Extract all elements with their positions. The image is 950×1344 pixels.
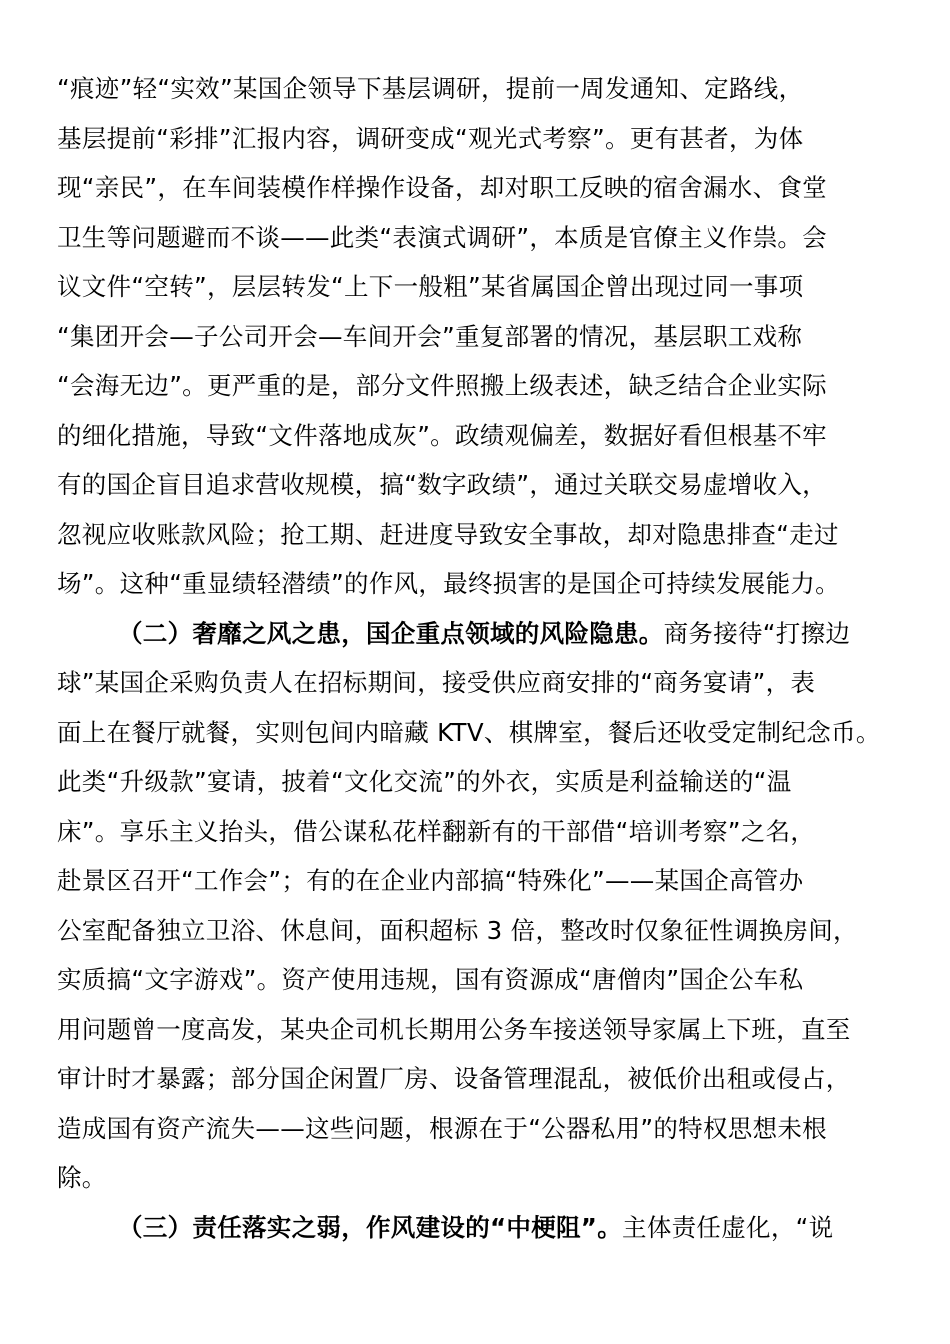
paragraph-line: “会海无边”。更严重的是，部分文件照搬上级表述，缺乏结合企业实际	[57, 371, 827, 400]
paragraph-line: “痕迹”轻“实效”某国企领导下基层调研，提前一周发通知、定路线，	[57, 74, 804, 103]
paragraph-line: 场”。这种“重显绩轻潜绩”的作风，最终损害的是国企可持续发展能力。	[57, 569, 840, 598]
paragraph-line: “集团开会—子公司开会—车间开会”重复部署的情况，基层职工戏称	[57, 322, 803, 351]
paragraph-line: 公室配备独立卫浴、休息间，面积超标 3 倍，整改时仅象征性调换房间，	[57, 916, 858, 945]
paragraph-text: 商务接待“打擦边	[663, 619, 851, 648]
paragraph-line: 用问题曾一度高发，某央企司机长期用公务车接送领导家属上下班，直至	[57, 1015, 851, 1044]
section-heading-line	[118, 609, 898, 659]
paragraph-line: 此类“升级款”宴请，披着“文化交流”的外衣，实质是利益输送的“温	[57, 767, 792, 796]
paragraph-line: 忽视应收账款风险；抢工期、赶进度导致安全事故，却对隐患排查“走过	[57, 520, 839, 549]
paragraph-line: 面上在餐厅就餐，实则包间内暗藏 KTV、棋牌室，餐后还收受定制纪念币。	[57, 718, 881, 747]
section-heading: （二）奢靡之风之患，国企重点领域的风险隐患。	[118, 619, 664, 648]
paragraph-line: 基层提前“彩排”汇报内容，调研变成“观光式考察”。更有甚者，为体	[57, 124, 804, 153]
paragraph-line: 除。	[57, 1163, 107, 1192]
paragraph-line: 现“亲民”，在车间装模作样操作设备，却对职工反映的宿舍漏水、食堂	[57, 173, 827, 202]
paragraph-line: 议文件“空转”，层层转发“上下一般粗”某省属国企曾出现过同一事项	[57, 272, 804, 301]
paragraph-line: 造成国有资产流失——这些问题，根源在于“公器私用”的特权思想未根	[57, 1114, 827, 1143]
paragraph-line: 审计时才暴露；部分国企闲置厂房、设备管理混乱，被低价出租或侵占，	[57, 1064, 851, 1093]
paragraph-line: 球”某国企采购负责人在招标期间，接受供应商安排的“商务宴请”，表	[57, 668, 816, 697]
paragraph-line: 有的国企盲目追求营收规模，搞“数字政绩”，通过关联交易虚增收入，	[57, 470, 827, 499]
paragraph-line: 的细化措施，导致“文件落地成灰”。政绩观偏差，数据好看但根基不牢	[57, 421, 827, 450]
paragraph-line: 赴景区召开“工作会”；有的在企业内部搞“特殊化”——某国企高管办	[57, 866, 804, 895]
paragraph-line: 卫生等问题避而不谈——此类“表演式调研”，本质是官僚主义作祟。会	[57, 223, 827, 252]
paragraph-line: 实质搞“文字游戏”。资产使用违规，国有资源成“唐僧肉”国企公车私	[57, 965, 804, 994]
section-heading-line	[118, 1203, 898, 1253]
paragraph-text: 主体责任虚化，“说	[622, 1213, 834, 1242]
section-heading: （三）责任落实之弱，作风建设的“中梗阻”。	[118, 1213, 623, 1242]
paragraph-line: 床”。享乐主义抬头，借公谋私花样翻新有的干部借“培训考察”之名，	[57, 817, 816, 846]
